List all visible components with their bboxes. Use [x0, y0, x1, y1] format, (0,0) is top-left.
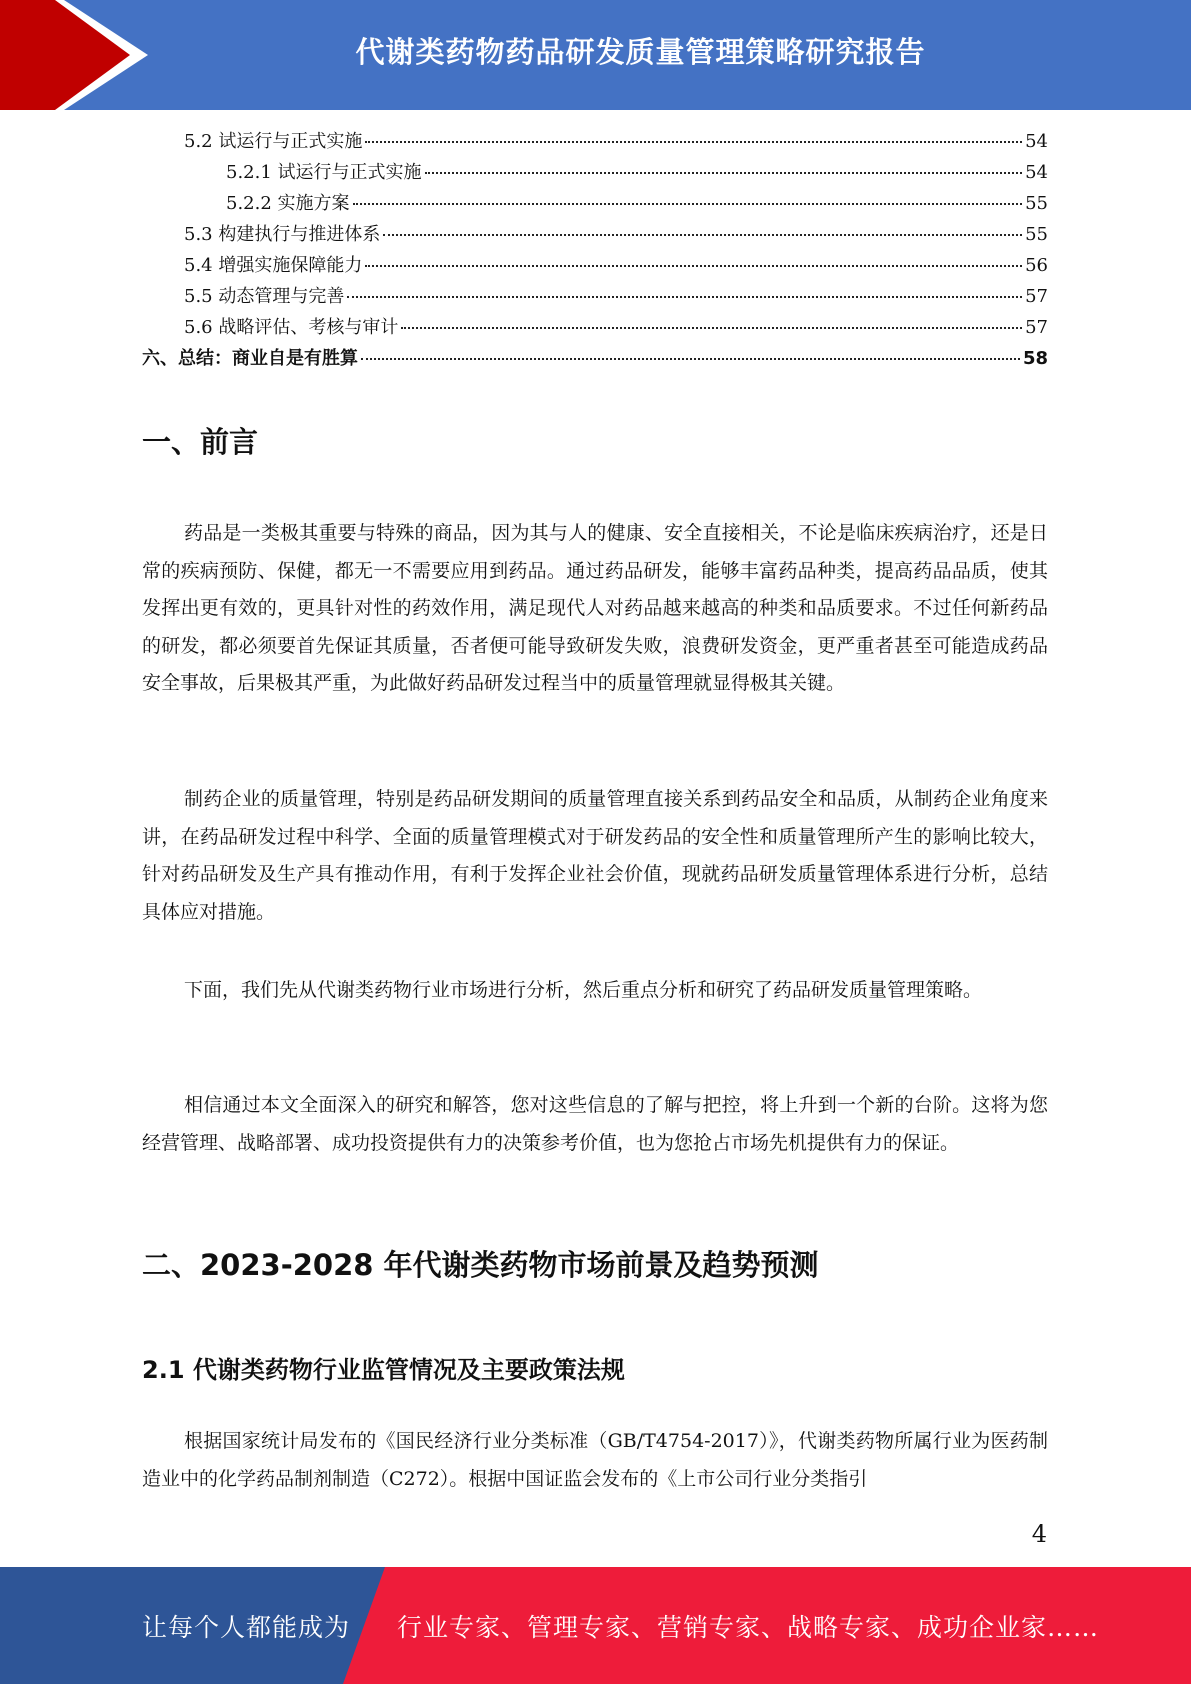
body-paragraph: 下面，我们先从代谢类药物行业市场进行分析，然后重点分析和研究了药品研发质量管理策略。: [184, 979, 983, 1001]
toc-entry-label: 5.4 增强实施保障能力: [184, 255, 363, 276]
toc-entry[interactable]: [142, 220, 1048, 251]
toc-entry-page: 54: [1025, 162, 1048, 183]
toc-leader-dots: [361, 358, 1020, 360]
body-paragraph: 相信通过本文全面深入的研究和解答，您对这些信息的了解与把控，将上升到一个新的台阶。这将为您经营管理、战略部署、成功投资提供有力的决策参考价值，也为您抢占市场先机提供有力的保证。: [142, 1094, 1048, 1154]
toc-entry-label: 六、总结：商业自是有胜算: [142, 348, 358, 369]
body-paragraph: 根据国家统计局发布的《国民经济行业分类标准（GB/T4754-2017）》，代谢类药物所属行业为医药制造业中的化学药品制剂制造（C272）。根据中国证监会发布的《上市公司行业分类指引: [142, 1430, 1048, 1490]
toc-entry-page: 56: [1025, 255, 1048, 276]
page-footer: [0, 1567, 1191, 1684]
toc-entry-chapter[interactable]: [142, 344, 1048, 375]
page-number: 4: [1031, 1520, 1047, 1548]
toc-entry-label: 5.6 战略评估、考核与审计: [184, 317, 399, 338]
body-paragraph: 制药企业的质量管理，特别是药品研发期间的质量管理直接关系到药品安全和品质，从制药企业角度来讲，在药品研发过程中科学、全面的质量管理模式对于研发药品的安全性和质量管理所产生的影响比较大，针对药品研发及生产具有推动作用，有利于发挥企业社会价值，现就药品研发质量管理体系进行分析，总结具体应对措施。: [142, 788, 1048, 923]
toc-entry-page: 54: [1025, 131, 1048, 152]
toc-entry-label: 5.2.2 实施方案: [226, 193, 350, 214]
toc-entry-page: 57: [1025, 286, 1048, 307]
toc-leader-dots: [383, 234, 1022, 236]
toc-entry-page: 57: [1025, 317, 1048, 338]
toc-entry[interactable]: [142, 251, 1048, 282]
toc-entry[interactable]: [142, 282, 1048, 313]
footer-slogan-right: 行业专家、管理专家、营销专家、战略专家、成功企业家……: [397, 1612, 1100, 1642]
toc-entry-label: 5.5 动态管理与完善: [184, 286, 345, 307]
toc-entry[interactable]: [142, 189, 1048, 220]
toc-leader-dots: [347, 296, 1022, 298]
report-title: 代谢类药物药品研发质量管理策略研究报告: [355, 34, 926, 69]
toc-leader-dots: [401, 327, 1022, 329]
toc-entry-page: 55: [1025, 193, 1048, 214]
toc-entry-page: 58: [1022, 348, 1048, 369]
footer-slogan-left: 让每个人都能成为: [142, 1612, 351, 1642]
toc-entry-label: 5.2.1 试运行与正式实施: [226, 162, 422, 183]
toc-leader-dots: [353, 203, 1023, 205]
header-arrow-decoration: [0, 0, 150, 110]
page-header: [0, 0, 1191, 110]
toc-entry[interactable]: [142, 313, 1048, 344]
toc-entry-label: 5.2 试运行与正式实施: [184, 131, 363, 152]
toc-leader-dots: [425, 172, 1023, 174]
body-paragraph: 药品是一类极其重要与特殊的商品，因为其与人的健康、安全直接相关，不论是临床疾病治疗，还是日常的疾病预防、保健，都无一不需要应用到药品。通过药品研发，能够丰富药品种类，提高药品品质，使其发挥出更有效的，更具针对性的药效作用，满足现代人对药品越来越高的种类和品质要求。不过任何新药品的研发，都必须要首先保证其质量，否者便可能导致研发失败，浪费研发资金，更严重者甚至可能造成药品安全事故，后果极其严重，为此做好药品研发过程当中的质量管理就显得极其关键。: [142, 522, 1048, 694]
toc-entry[interactable]: [142, 158, 1048, 189]
section-heading-market-outlook: 二、2023-2028 年代谢类药物市场前景及趋势预测: [142, 1248, 819, 1282]
subsection-heading-regulation: 2.1 代谢类药物行业监管情况及主要政策法规: [142, 1356, 625, 1384]
toc-entry[interactable]: [142, 127, 1048, 158]
toc-entry-label: 5.3 构建执行与推进体系: [184, 224, 381, 245]
table-of-contents: [142, 127, 1048, 375]
toc-entry-page: 55: [1025, 224, 1048, 245]
toc-leader-dots: [365, 265, 1022, 267]
section-heading-preface: 一、前言: [142, 425, 259, 459]
toc-leader-dots: [365, 141, 1022, 143]
